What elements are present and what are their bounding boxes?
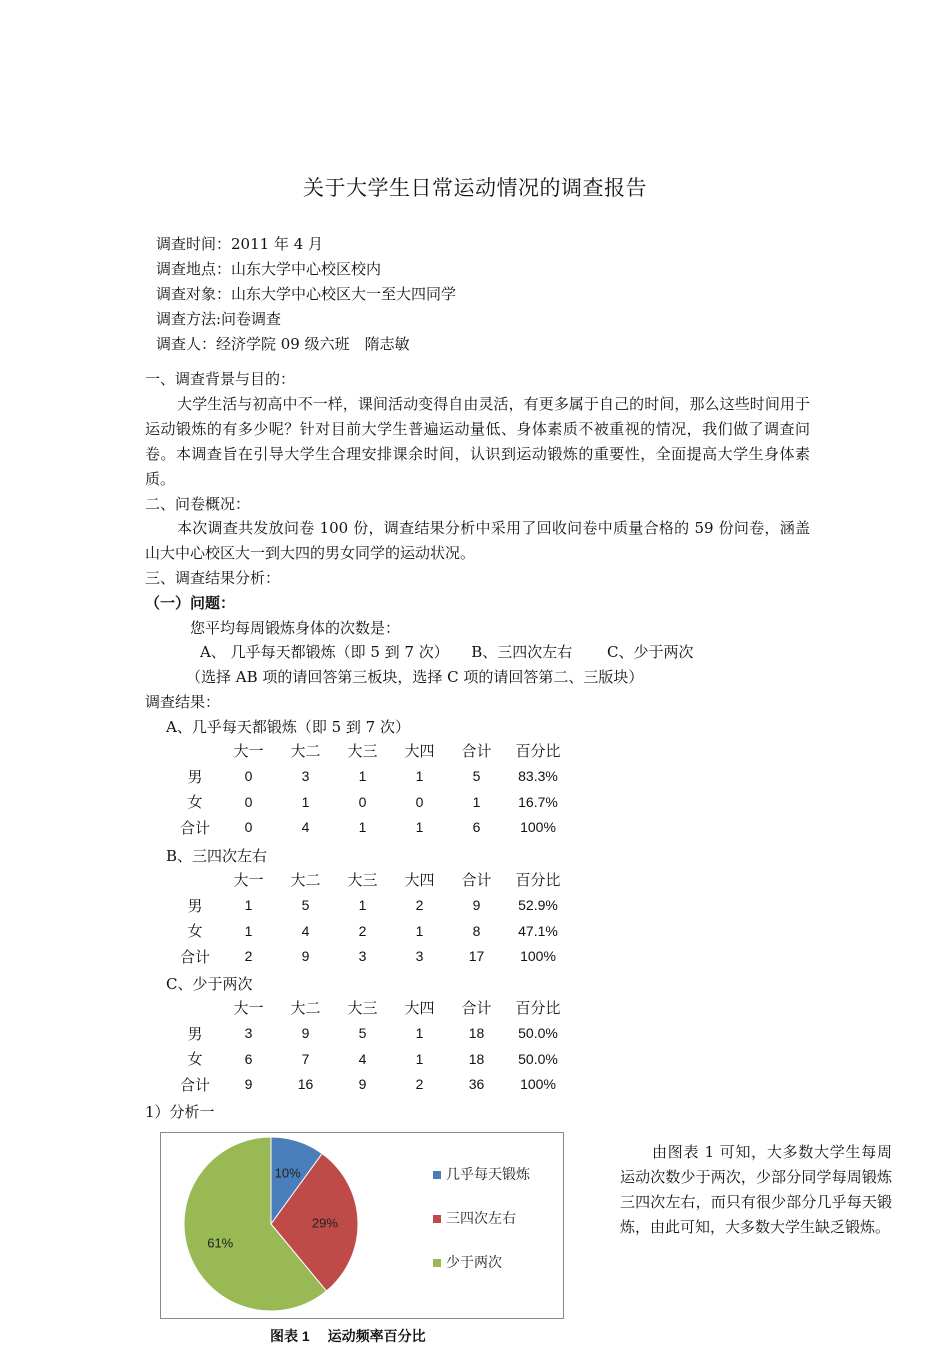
table-cell: 16 <box>297 1076 314 1093</box>
section1-heading: 一、调查背景与目的： <box>145 370 296 388</box>
table-cell: 合计 <box>461 871 492 890</box>
table-cell: 4 <box>358 1050 367 1067</box>
table-cell <box>170 995 220 1021</box>
section2-body: 本次调查共发放问卷 100 份，调查结果分析中采用了回收问卷中质量合格的 59 份问卷，涵盖山大中心校区大一到大四的男女同学的运动状况。 <box>145 519 810 562</box>
table-cell: 1 <box>358 897 367 914</box>
section2-heading: 二、问卷概况： <box>145 495 251 513</box>
table-c <box>170 995 571 1097</box>
table-row <box>170 1021 571 1047</box>
table-cell: 女 <box>187 1050 203 1069</box>
table-row <box>170 1046 571 1072</box>
table-cell: 男 <box>187 767 203 786</box>
table-cell: 大三 <box>347 871 378 890</box>
pie-data-label: 10% <box>274 1165 301 1181</box>
legend-label: 三四次左右 <box>446 1211 516 1227</box>
table-row <box>170 789 571 815</box>
section1-body: 大学生活与初高中不一样，课间活动变得自由灵活，有更多属于自己的时间，那么这些时间用于运动锻炼的有多少呢？针对目前大学生普遍运动量低、身体素质不被重视的情况，我们做了调查问卷。本调查旨在引导大学生合理安排课余时间，认识到运动锻炼的重要性，全面提高大学生身体素质。 <box>145 395 810 488</box>
table-cell: 100% <box>520 948 556 965</box>
table-cell <box>170 867 220 893</box>
table-cell: 合计 <box>179 1075 210 1094</box>
table-cell: 大四 <box>404 742 435 761</box>
table-cell: 1 <box>415 1050 424 1067</box>
table-b <box>170 867 571 969</box>
pie-data-label: 29% <box>311 1215 338 1231</box>
table-row <box>170 764 571 790</box>
table-cell: 3 <box>415 948 424 965</box>
section3-heading: 三、调查结果分析： <box>145 569 281 587</box>
table-cell: 18 <box>468 1025 485 1042</box>
legend-label: 少于两次 <box>446 1255 502 1271</box>
question-options: A、 几乎每天都锻炼（即 5 到 7 次） B、三四次左右 C、少于两次 <box>200 643 694 661</box>
table-cell: 100% <box>520 819 556 836</box>
table-cell: 3 <box>301 768 310 785</box>
legend-label: 几乎每天锻炼 <box>446 1167 530 1183</box>
table-cell: 1 <box>415 1025 424 1042</box>
table-cell: 50.0% <box>518 1025 558 1042</box>
table-cell: 合计 <box>461 999 492 1018</box>
table-cell: 百分比 <box>515 871 561 890</box>
pie-data-label: 61% <box>207 1235 234 1251</box>
table-cell: 7 <box>301 1050 310 1067</box>
question-note: （选择 AB 项的请回答第三板块，选择 C 项的请回答第二、三版块） <box>186 668 644 686</box>
legend-swatch <box>433 1171 441 1179</box>
table-cell: 9 <box>358 1076 367 1093</box>
page-title: 关于大学生日常运动情况的调查报告 <box>303 176 647 200</box>
table-cell: 大三 <box>347 999 378 1018</box>
table-cell: 1 <box>301 793 310 810</box>
table-cell: 0 <box>415 793 424 810</box>
table-cell: 4 <box>301 819 310 836</box>
table-cell: 18 <box>468 1050 485 1067</box>
table-cell: 大一 <box>233 742 264 761</box>
table-cell: 1 <box>244 897 253 914</box>
table-cell: 5 <box>358 1025 367 1042</box>
table-cell: 6 <box>472 819 481 836</box>
table-header <box>170 995 571 1021</box>
legend-swatch <box>433 1259 441 1267</box>
table-cell: 36 <box>468 1076 485 1093</box>
table-cell: 1 <box>415 768 424 785</box>
table-cell: 17 <box>468 948 485 965</box>
question-heading: （一）问题： <box>145 595 236 612</box>
table-cell: 9 <box>301 948 310 965</box>
table-cell: 大二 <box>290 999 321 1018</box>
table-cell: 83.3% <box>518 768 558 785</box>
analysis-label: 1）分析一 <box>145 1103 215 1121</box>
table-cell: 大三 <box>347 742 378 761</box>
table-b-label: B、三四次左右 <box>166 847 268 865</box>
table-cell: 16.7% <box>518 793 558 810</box>
table-cell: 1 <box>358 819 367 836</box>
table-cell: 47.1% <box>518 922 558 939</box>
table-cell: 百分比 <box>515 742 561 761</box>
table-cell: 5 <box>472 768 481 785</box>
table-cell <box>170 738 220 764</box>
table-cell: 5 <box>301 897 310 914</box>
table-cell: 1 <box>472 793 481 810</box>
analysis-text: 由图表 1 可知，大多数大学生每周运动次数少于两次，少部分同学每周锻炼三四次左右，而只有很少部分几乎每天锻炼，由此可知，大多数大学生缺乏锻炼。 <box>620 1143 892 1236</box>
table-cell: 大四 <box>404 871 435 890</box>
table-a-label: A、几乎每天都锻炼（即 5 到 7 次） <box>166 718 410 736</box>
table-cell: 0 <box>244 768 253 785</box>
table-cell: 9 <box>472 897 481 914</box>
meta-location: 调查地点：山东大学中心校区校内 <box>156 260 382 278</box>
meta-time: 调查时间：2011 年 4 月 <box>156 235 324 253</box>
table-row <box>170 918 571 944</box>
table-cell: 2 <box>244 948 253 965</box>
table-cell: 4 <box>301 922 310 939</box>
table-cell: 合计 <box>179 818 210 837</box>
table-a <box>170 738 571 840</box>
table-cell: 大二 <box>290 871 321 890</box>
table-cell: 大一 <box>233 999 264 1018</box>
table-cell: 2 <box>415 1076 424 1093</box>
table-c-label: C、少于两次 <box>166 975 253 993</box>
table-cell: 1 <box>358 768 367 785</box>
results-label: 调查结果： <box>145 693 221 711</box>
pie-chart <box>161 1133 563 1318</box>
meta-surveyor: 调查人：经济学院 09 级六班 隋志敏 <box>156 335 410 353</box>
meta-subject: 调查对象：山东大学中心校区大一至大四同学 <box>156 285 457 303</box>
table-cell: 2 <box>358 922 367 939</box>
table-cell: 女 <box>187 922 203 941</box>
table-cell: 2 <box>415 897 424 914</box>
table-cell: 52.9% <box>518 897 558 914</box>
table-cell: 3 <box>244 1025 253 1042</box>
table-cell: 0 <box>244 819 253 836</box>
question-text: 您平均每周锻炼身体的次数是： <box>190 619 401 637</box>
table-cell: 大四 <box>404 999 435 1018</box>
table-cell: 合计 <box>179 947 210 966</box>
table-cell: 8 <box>472 922 481 939</box>
table-cell: 1 <box>244 922 253 939</box>
table-cell: 0 <box>358 793 367 810</box>
table-cell: 50.0% <box>518 1050 558 1067</box>
table-header <box>170 867 571 893</box>
table-row <box>170 944 571 970</box>
table-cell: 0 <box>244 793 253 810</box>
table-cell: 女 <box>187 793 203 812</box>
table-cell: 大一 <box>233 871 264 890</box>
table-cell: 男 <box>187 1024 203 1043</box>
legend-swatch <box>433 1215 441 1223</box>
table-cell: 100% <box>520 1076 556 1093</box>
table-row <box>170 893 571 919</box>
table-row <box>170 1072 571 1098</box>
table-cell: 9 <box>301 1025 310 1042</box>
table-cell: 大二 <box>290 742 321 761</box>
table-cell: 1 <box>415 922 424 939</box>
meta-method: 调查方法:问卷调查 <box>156 310 282 328</box>
table-header <box>170 738 571 764</box>
pie-chart-frame <box>160 1132 564 1319</box>
table-cell: 1 <box>415 819 424 836</box>
table-cell: 合计 <box>461 742 492 761</box>
table-cell: 6 <box>244 1050 253 1067</box>
table-cell: 3 <box>358 948 367 965</box>
table-cell: 9 <box>244 1076 253 1093</box>
table-cell: 男 <box>187 896 203 915</box>
chart-caption: 图表 1 运动频率百分比 <box>270 1328 426 1344</box>
table-cell: 百分比 <box>515 999 561 1018</box>
table-row <box>170 815 571 841</box>
